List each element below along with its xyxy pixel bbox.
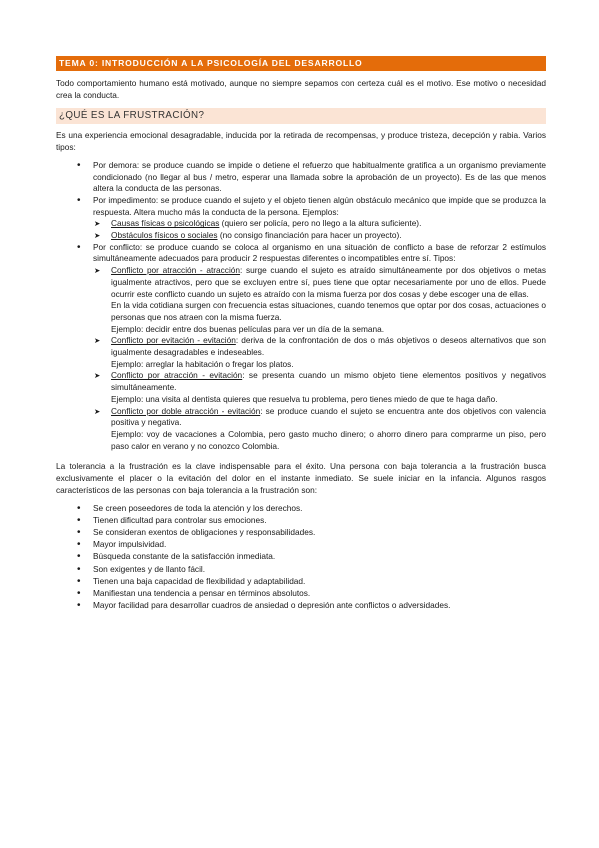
trait-item: • Son exigentes y de llanto fácil. — [56, 564, 546, 576]
trait-item: • Tienen dificultad para controlar sus emociones. — [56, 515, 546, 527]
trait-item: • Se consideran exentos de obligaciones y responsabilidades. — [56, 527, 546, 539]
desc: (quiero ser policía, pero no llego a la altura suficiente). — [219, 218, 422, 229]
arrow-item — [93, 218, 546, 230]
example-text: Ejemplo: decidir entre dos buenas películas para ver un día de la semana. — [111, 323, 385, 334]
trait-item: • Búsqueda constante de la satisfacción inmediata. — [56, 551, 546, 563]
desc: (no consigo financiación para hacer un proyecto). — [217, 230, 402, 241]
type-conflicto — [56, 242, 546, 453]
trait-item: • Manifiestan una tendencia a pensar en términos absolutos. — [56, 588, 546, 600]
arrow-item — [93, 335, 546, 370]
example-text: Ejemplo: voy de vacaciones a Colombia, pero gasto mucho dinero; o ahorro dinero para comprarme un piso, pero paso calor en verano y no conozco Colombia. — [111, 428, 546, 451]
intro-paragraph: Todo comportamiento humano está motivado, aunque no siempre sepamos con certeza cuál es el motivo. Ese motivo o necesidad crea la conducta. — [56, 78, 546, 100]
desc: : surge cuando el sujeto es atraído simultáneamente por dos objetivos o metas igualmente atractivos, pero que se excluyen entre sí, pues tiene que optar necesariamente por uno de ellos. Puede ocurrir este conflicto cuando un sujeto es atraído con la misma fuerza por dos cosas y debe escoger una de ellas. — [111, 265, 546, 299]
type-text: Por demora: se produce cuando se impide o detiene el refuerzo que habitualmente gratifica a un organismo previamente condicionado (no llegar al bus / metro, esperar una llamada sobre la aprobación de un proyecto). Es de las que menos altera la conducta de las personas. — [93, 159, 546, 194]
trait-item: • Se creen poseedores de toda la atención y los derechos. — [56, 503, 546, 515]
extra-text: En la vida cotidiana surgen con frecuencia estas situaciones, cuando tenemos que optar por dos cosas, actuaciones o personas que nos atraen con la misma fuerza. — [111, 300, 546, 322]
chapter-heading: TEMA 0: INTRODUCCIÓN A LA PSICOLOGÍA DEL DESARROLLO — [56, 56, 546, 71]
frustration-types-list — [56, 160, 546, 453]
traits-list — [56, 503, 546, 612]
example-text: Ejemplo: una visita al dentista quieres que resuelva tu problema, pero tienes miedo de que te haga daño. — [111, 393, 498, 404]
conflict-types — [93, 265, 546, 452]
desc: : se presenta cuando un mismo objeto tiene elementos positivos y negativos simultáneamente. — [111, 370, 546, 393]
arrow-item — [93, 406, 546, 453]
page-content — [56, 56, 546, 612]
arrow-item — [93, 265, 546, 335]
term: Conflicto por atracción - evitación — [111, 370, 243, 381]
example-text: Ejemplo: arreglar la habitación o fregar los platos. — [111, 358, 294, 369]
term: Causas físicas o psicológicas — [111, 218, 220, 229]
tolerance-paragraph: La tolerancia a la frustración es la clave indispensable para el éxito. Una persona con baja tolerancia a la frustración busca exclusivamente el placer o la evitación del dolor en el instante inmediato. Se suele iniciar en la infancia. Algunos rasgos característicos de las personas con baja tolerancia a la frustración son: — [56, 461, 546, 495]
impedimento-examples — [93, 218, 546, 241]
section-heading: ¿QUÉ ES LA FRUSTRACIÓN? — [56, 108, 546, 124]
type-demora — [56, 160, 546, 195]
desc: : deriva de la confrontación de dos o más objetivos o deseos alternativos que son igualmente desagradables e indeseables. — [111, 335, 546, 358]
arrow-item — [93, 370, 546, 405]
definition-paragraph: Es una experiencia emocional desagradable, inducida por la retirada de recompensas, y produce tristeza, decepción y rabia. Varios tipos: — [56, 130, 546, 153]
arrow-item — [93, 230, 546, 242]
type-text: Por impedimento: se produce cuando el sujeto y el objeto tienen algún obstáculo mecánico que impide que se produzca la respuesta. Altera mucho más la conducta de la persona. Ejemplos: — [93, 194, 546, 217]
term: Obstáculos físicos o sociales — [111, 230, 218, 241]
term: Conflicto por evitación - evitación — [111, 335, 236, 346]
term: Conflicto por atracción - atracción — [111, 265, 241, 276]
trait-item: • Tienen una baja capacidad de flexibilidad y adaptabilidad. — [56, 576, 546, 588]
trait-item: • Mayor impulsividad. — [56, 539, 546, 551]
type-impedimento — [56, 195, 546, 242]
type-text: Por conflicto: se produce cuando se coloca al organismo en una situación de conflicto a base de reforzar 2 estímulos simultáneamente adecuados para producir 2 respuestas diferentes o incompatibles entre sí. Tipos: — [93, 241, 546, 264]
term: Conflicto por doble atracción - evitación — [111, 405, 261, 416]
trait-item: • Mayor facilidad para desarrollar cuadros de ansiedad o depresión ante conflictos o adversidades. — [56, 600, 546, 612]
desc: : se produce cuando el sujeto se encuentra ante dos objetivos con valencia positiva y negativa. — [111, 405, 546, 428]
